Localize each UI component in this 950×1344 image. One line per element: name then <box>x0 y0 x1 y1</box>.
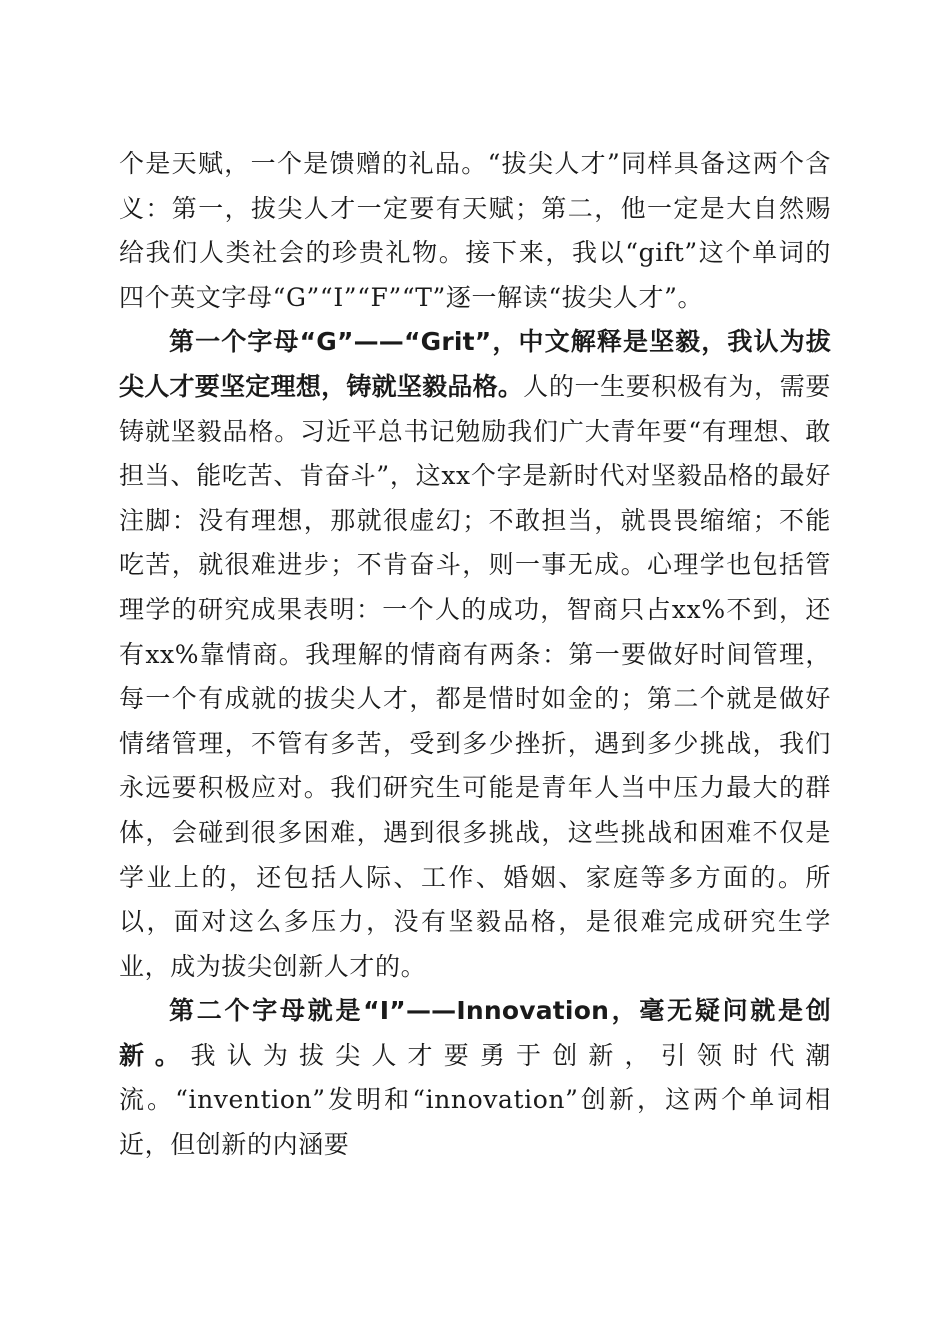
paragraph-grit <box>119 320 831 989</box>
paragraph-heading-grit: 第一个字母“G”——“Grit”，中文解释是坚毅，我认为拔尖人才要坚定理想，铸就坚毅品格。 <box>119 327 831 401</box>
document-body <box>119 142 831 1168</box>
paragraph-innovation <box>119 989 831 1167</box>
paragraph-text: 人的一生要积极有为，需要铸就坚毅品格。习近平总书记勉励我们广大青年要“有理想、敢担当、能吃苦、肯奋斗”，这xx个字是新时代对坚毅品格的最好注脚：没有理想，那就很虚幻；不敢担当，就畏畏缩缩；不能吃苦，就很难进步；不肯奋斗，则一事无成。心理学也包括管理学的研究成果表明：一个人的成功，智商只占xx%不到，还有xx%靠情商。我理解的情商有两条：第一要做好时间管理，每一个有成就的拔尖人才，都是惜时如金的；第二个就是做好情绪管理，不管有多苦，受到多少挫折，遇到多少挑战，我们永远要积极应对。我们研究生可能是青年人当中压力最大的群体，会碰到很多困难，遇到很多挑战，这些挑战和困难不仅是学业上的，还包括人际、工作、婚姻、家庭等多方面的。所以，面对这么多压力，没有坚毅品格，是很难完成研究生学业，成为拔尖创新人才的。 <box>119 371 832 981</box>
paragraph-text: 我认为拔尖人才要勇于创新，引领时代潮流。“invention”发明和“innovation”创新，这两个单词相近，但创新的内涵要 <box>119 1040 831 1160</box>
paragraph-text: 个是天赋，一个是馈赠的礼品。“拔尖人才”同样具备这两个含义：第一，拔尖人才一定要有天赋；第二，他一定是大自然赐给我们人类社会的珍贵礼物。接下来，我以“gift”这个单词的四个英文字母“G”“I”“F”“T”逐一解读“拔尖人才”。 <box>119 149 831 312</box>
paragraph-heading-innovation: 第二个字母就是“I”——Innovation，毫无疑问就是创新。 <box>119 996 831 1070</box>
paragraph-gift-intro <box>119 142 831 320</box>
